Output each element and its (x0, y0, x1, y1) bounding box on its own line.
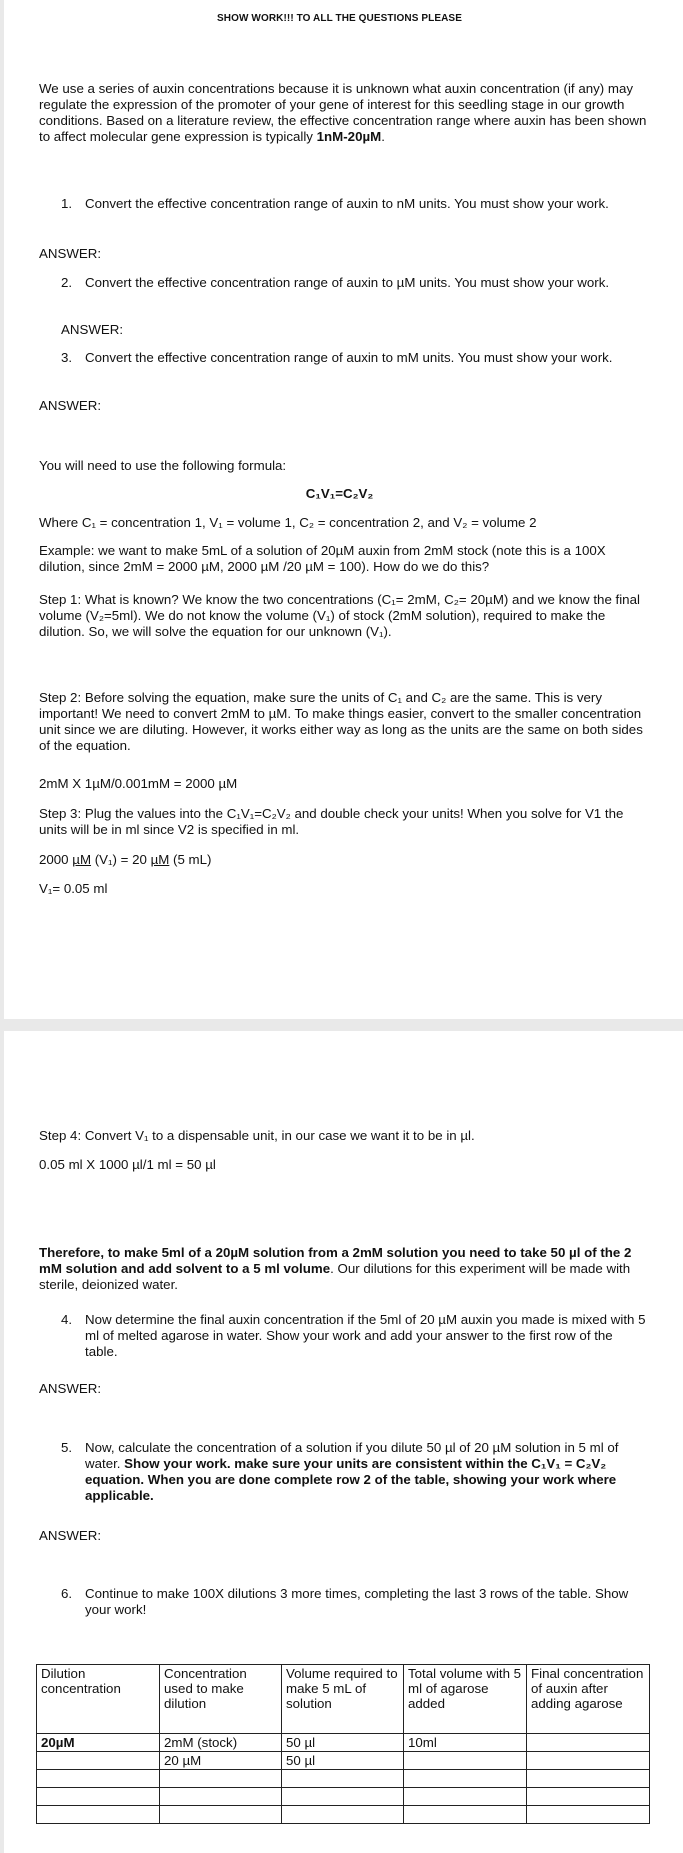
table-cell[interactable] (527, 1788, 650, 1806)
table-cell[interactable] (527, 1806, 650, 1824)
table-cell[interactable]: 50 µl (282, 1734, 404, 1752)
step-3-paragraph: Step 3: Plug the values into the C₁V₁=C₂V₂ and double check your units! When you solve for V1 the units will be in ml since V2 is specified in ml. (39, 806, 624, 837)
table-header-row (37, 1665, 650, 1734)
worksheet-header: SHOW WORK!!! TO ALL THE QUESTIONS PLEASE (217, 13, 462, 24)
intro-range: 1nM-20µM (316, 129, 382, 144)
table-cell[interactable]: 20 µM (160, 1752, 282, 1770)
table-cell[interactable] (282, 1806, 404, 1824)
question-6 (61, 1586, 651, 1618)
table-cell[interactable] (37, 1806, 160, 1824)
question-1-text: Convert the effective concentration range of auxin to nM units. You must show your work. (85, 196, 609, 211)
question-5 (61, 1440, 651, 1504)
table-cell[interactable]: 2mM (stock) (160, 1734, 282, 1752)
question-5-bold: Show your work. make sure your units are consistent within the C₁V₁ = C₂V₂ equation. When you are done complete row 2 of the table, showing your work where applicable. (85, 1456, 617, 1503)
table-cell[interactable] (404, 1806, 527, 1824)
question-6-number: 6. (61, 1586, 73, 1601)
step-1-paragraph: Step 1: What is known? We know the two concentrations (C₁= 2mM, C₂= 20µM) and we know the final volume (V₂=5ml). We do not know the volume (V₁) of stock (2mM solution), required to make the dilution. So, we will solve the equation for our unknown (V₁). (39, 592, 640, 639)
question-2 (61, 275, 646, 291)
question-2-number: 2. (61, 275, 73, 290)
step-2-paragraph: Step 2: Before solving the equation, make sure the units of C₁ and C₂ are the same. This is very important! We need to convert 2mM to µM. To make things easier, convert to the smaller concentration unit since we are diluting. However, it works either way as long as the units are the same on both sides of the equation. (39, 690, 643, 753)
table-cell[interactable] (37, 1770, 160, 1788)
table-cell[interactable] (37, 1752, 160, 1770)
intro-text: We use a series of auxin concentrations because it is unknown what auxin concentration (if any) may regulate the expression of the promoter of your gene of interest for this seedling stage in our growth conditions. Based on a literature review, the effective concentration range where auxin has been shown to affect molecular gene expression is typically (39, 81, 647, 144)
intro-end: . (381, 129, 385, 144)
table-row (37, 1752, 650, 1770)
question-3 (61, 350, 646, 366)
answer-1-label: ANSWER: (39, 246, 102, 261)
equation-part-b: (V₁) = 20 (91, 852, 151, 867)
unit-conversion-2: 0.05 ml X 1000 µl/1 ml = 50 µl (39, 1157, 216, 1172)
answer-5-label: ANSWER: (39, 1528, 102, 1543)
equation-unit-2: µM (150, 852, 170, 867)
table-cell[interactable] (160, 1788, 282, 1806)
table-cell[interactable] (527, 1770, 650, 1788)
table-cell[interactable] (404, 1752, 527, 1770)
header-volume-required: Volume required to make 5 mL of solution (282, 1665, 404, 1734)
table-cell[interactable] (527, 1734, 650, 1752)
table-cell[interactable] (404, 1770, 527, 1788)
table-row (37, 1770, 650, 1788)
formula-definitions: Where C₁ = concentration 1, V₁ = volume 1, C₂ = concentration 2, and V₂ = volume 2 (39, 515, 537, 530)
table-cell[interactable] (527, 1752, 650, 1770)
table-cell[interactable] (404, 1788, 527, 1806)
question-3-number: 3. (61, 350, 73, 365)
question-4-text: Now determine the final auxin concentration if the 5ml of 20 µM auxin you made is mixed with 5 ml of melted agarose in water. Show your work and add your answer to the first row of the table. (85, 1312, 646, 1359)
header-total-volume: Total volume with 5 ml of agarose added (404, 1665, 527, 1734)
table-row (37, 1734, 650, 1752)
question-4 (61, 1312, 646, 1360)
answer-4-label: ANSWER: (39, 1381, 102, 1396)
therefore-paragraph (39, 1245, 651, 1293)
question-1 (61, 196, 646, 212)
table-cell[interactable] (282, 1770, 404, 1788)
table-row (37, 1806, 650, 1824)
question-1-number: 1. (61, 196, 73, 211)
v1-result: V₁= 0.05 ml (39, 881, 108, 896)
equation-unit-1: µM (72, 852, 92, 867)
equation-line (39, 852, 211, 868)
table-row (37, 1788, 650, 1806)
equation-part-a: 2000 (39, 852, 73, 867)
question-5-plain: Now, calculate the concentration of a solution if you dilute 50 µl of 20 µM solution in 5 ml of water. (85, 1440, 619, 1471)
question-4-number: 4. (61, 1312, 73, 1327)
dilution-formula: C₁V₁=C₂V₂ (305, 486, 374, 501)
question-3-text: Convert the effective concentration range of auxin to mM units. You must show your work. (85, 350, 613, 365)
header-final-concentration: Final concentration of auxin after adding agarose (527, 1665, 650, 1734)
therefore-rest: . Our dilutions for this experiment will be made with sterile, deionized water. (39, 1261, 631, 1292)
therefore-bold: Therefore, to make 5ml of a 20µM solution from a 2mM solution you need to take 50 µl of the 2 mM solution and add solvent to a 5 ml volume (39, 1245, 632, 1276)
dilution-table (36, 1664, 650, 1824)
intro-paragraph (39, 81, 651, 145)
question-5-number: 5. (61, 1440, 73, 1455)
question-5-text (61, 1440, 651, 1504)
table-cell[interactable] (160, 1806, 282, 1824)
table-cell[interactable] (160, 1770, 282, 1788)
step-4-paragraph: Step 4: Convert V₁ to a dispensable unit, in our case we want it to be in µl. (39, 1128, 475, 1143)
example-paragraph: Example: we want to make 5mL of a solution of 20µM auxin from 2mM stock (note this is a 100X dilution, since 2mM = 2000 µM, 2000 µM /20 µM = 100). How do we do this? (39, 543, 606, 574)
question-2-text: Convert the effective concentration range of auxin to µM units. You must show your work. (85, 275, 610, 290)
unit-conversion-1: 2mM X 1µM/0.001mM = 2000 µM (39, 776, 238, 791)
answer-3-label: ANSWER: (39, 398, 102, 413)
header-dilution-concentration: Dilution concentration (37, 1665, 160, 1734)
header-concentration-used: Concentration used to make dilution (160, 1665, 282, 1734)
formula-intro: You will need to use the following formula: (39, 458, 287, 473)
equation-part-c: (5 mL) (169, 852, 212, 867)
answer-2-label: ANSWER: (61, 322, 124, 337)
table-cell[interactable]: 50 µl (282, 1752, 404, 1770)
table-cell[interactable] (282, 1788, 404, 1806)
table-cell[interactable] (37, 1788, 160, 1806)
question-6-text: Continue to make 100X dilutions 3 more times, completing the last 3 rows of the table. Show your work! (85, 1586, 629, 1617)
table-cell[interactable]: 10ml (404, 1734, 527, 1752)
table-cell[interactable]: 20µM (37, 1734, 160, 1752)
